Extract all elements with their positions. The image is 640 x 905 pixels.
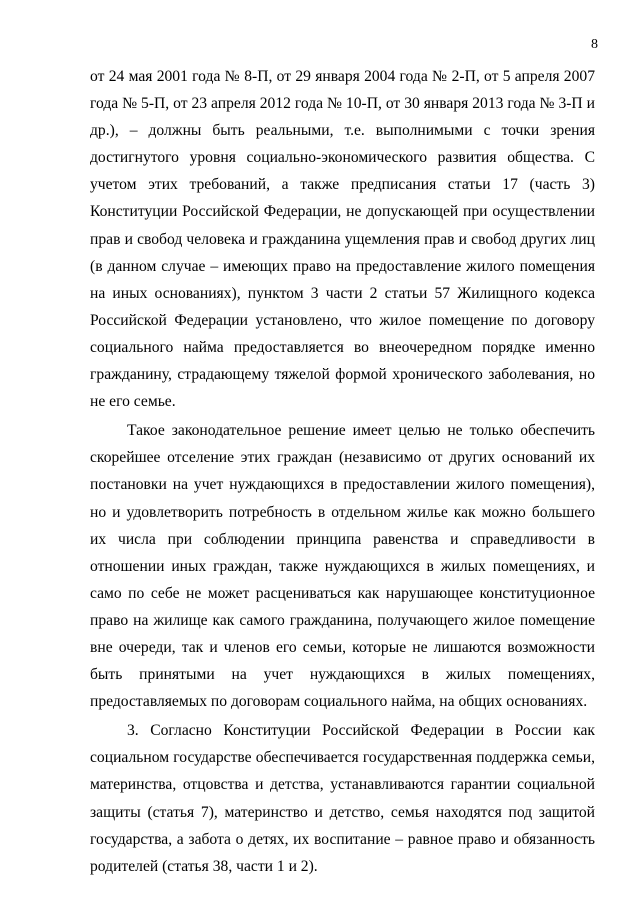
document-body xyxy=(90,63,595,880)
paragraph-continuation: от 24 мая 2001 года № 8-П, от 29 января 2004 года № 2-П, от 5 апреля 2007 года № 5-П, от 23 апреля 2012 года № 10-П, от 30 января 2013 года № 3-П и др.), – должны быть реальными, т.е. выполнимыми с точки зрения достигнутого уровня социально-экономического развития общества. С учетом этих требований, а также предписания статьи 17 (часть 3) Конституции Российской Федерации, не допускающей при осуществлении прав и свобод человека и гражданина ущемления прав и свобод других лиц (в данном случае – имеющих право на предоставление жилого помещения на иных основаниях), пунктом 3 части 2 статьи 57 Жилищного кодекса Российской Федерации установлено, что жилое помещение по договору социального найма предоставляется во внеочередном порядке именно гражданину, страдающему тяжелой формой хронического заболевания, но не его семье. xyxy=(90,68,595,411)
paragraph-section-3: 3. Согласно Конституции Российской Федерации в России как социальном государстве обеспечивается государственная поддержка семьи, материнства, отцовства и детства, устанавливаются гарантии социальной защиты (статья 7), материнство и детство, семья находятся под защитой государства, а забота о детях, их воспитание – равное право и обязанность родителей (статья 38, части 1 и 2). xyxy=(90,722,595,875)
page-number: 8 xyxy=(591,37,598,52)
paragraph-legislative-decision: Такое законодательное решение имеет целью не только обеспечить скорейшее отселение этих граждан (независимо от других оснований их постановки на учет нуждающихся в предоставлении жилого помещения), но и удовлетворить потребность в отдельном жилье как можно большего их числа при соблюдении принципа равенства и справедливости в отношении иных граждан, также нуждающихся в жилых помещениях, и само по себе не может расцениваться как нарушающее конституционное право на жилище как самого гражданина, получающего жилое помещение вне очереди, так и членов его семьи, которые не лишаются возможности быть принятыми на учет нуждающихся в жилых помещениях, предоставляемых по договорам социального найма, на общих основаниях. xyxy=(90,422,595,711)
